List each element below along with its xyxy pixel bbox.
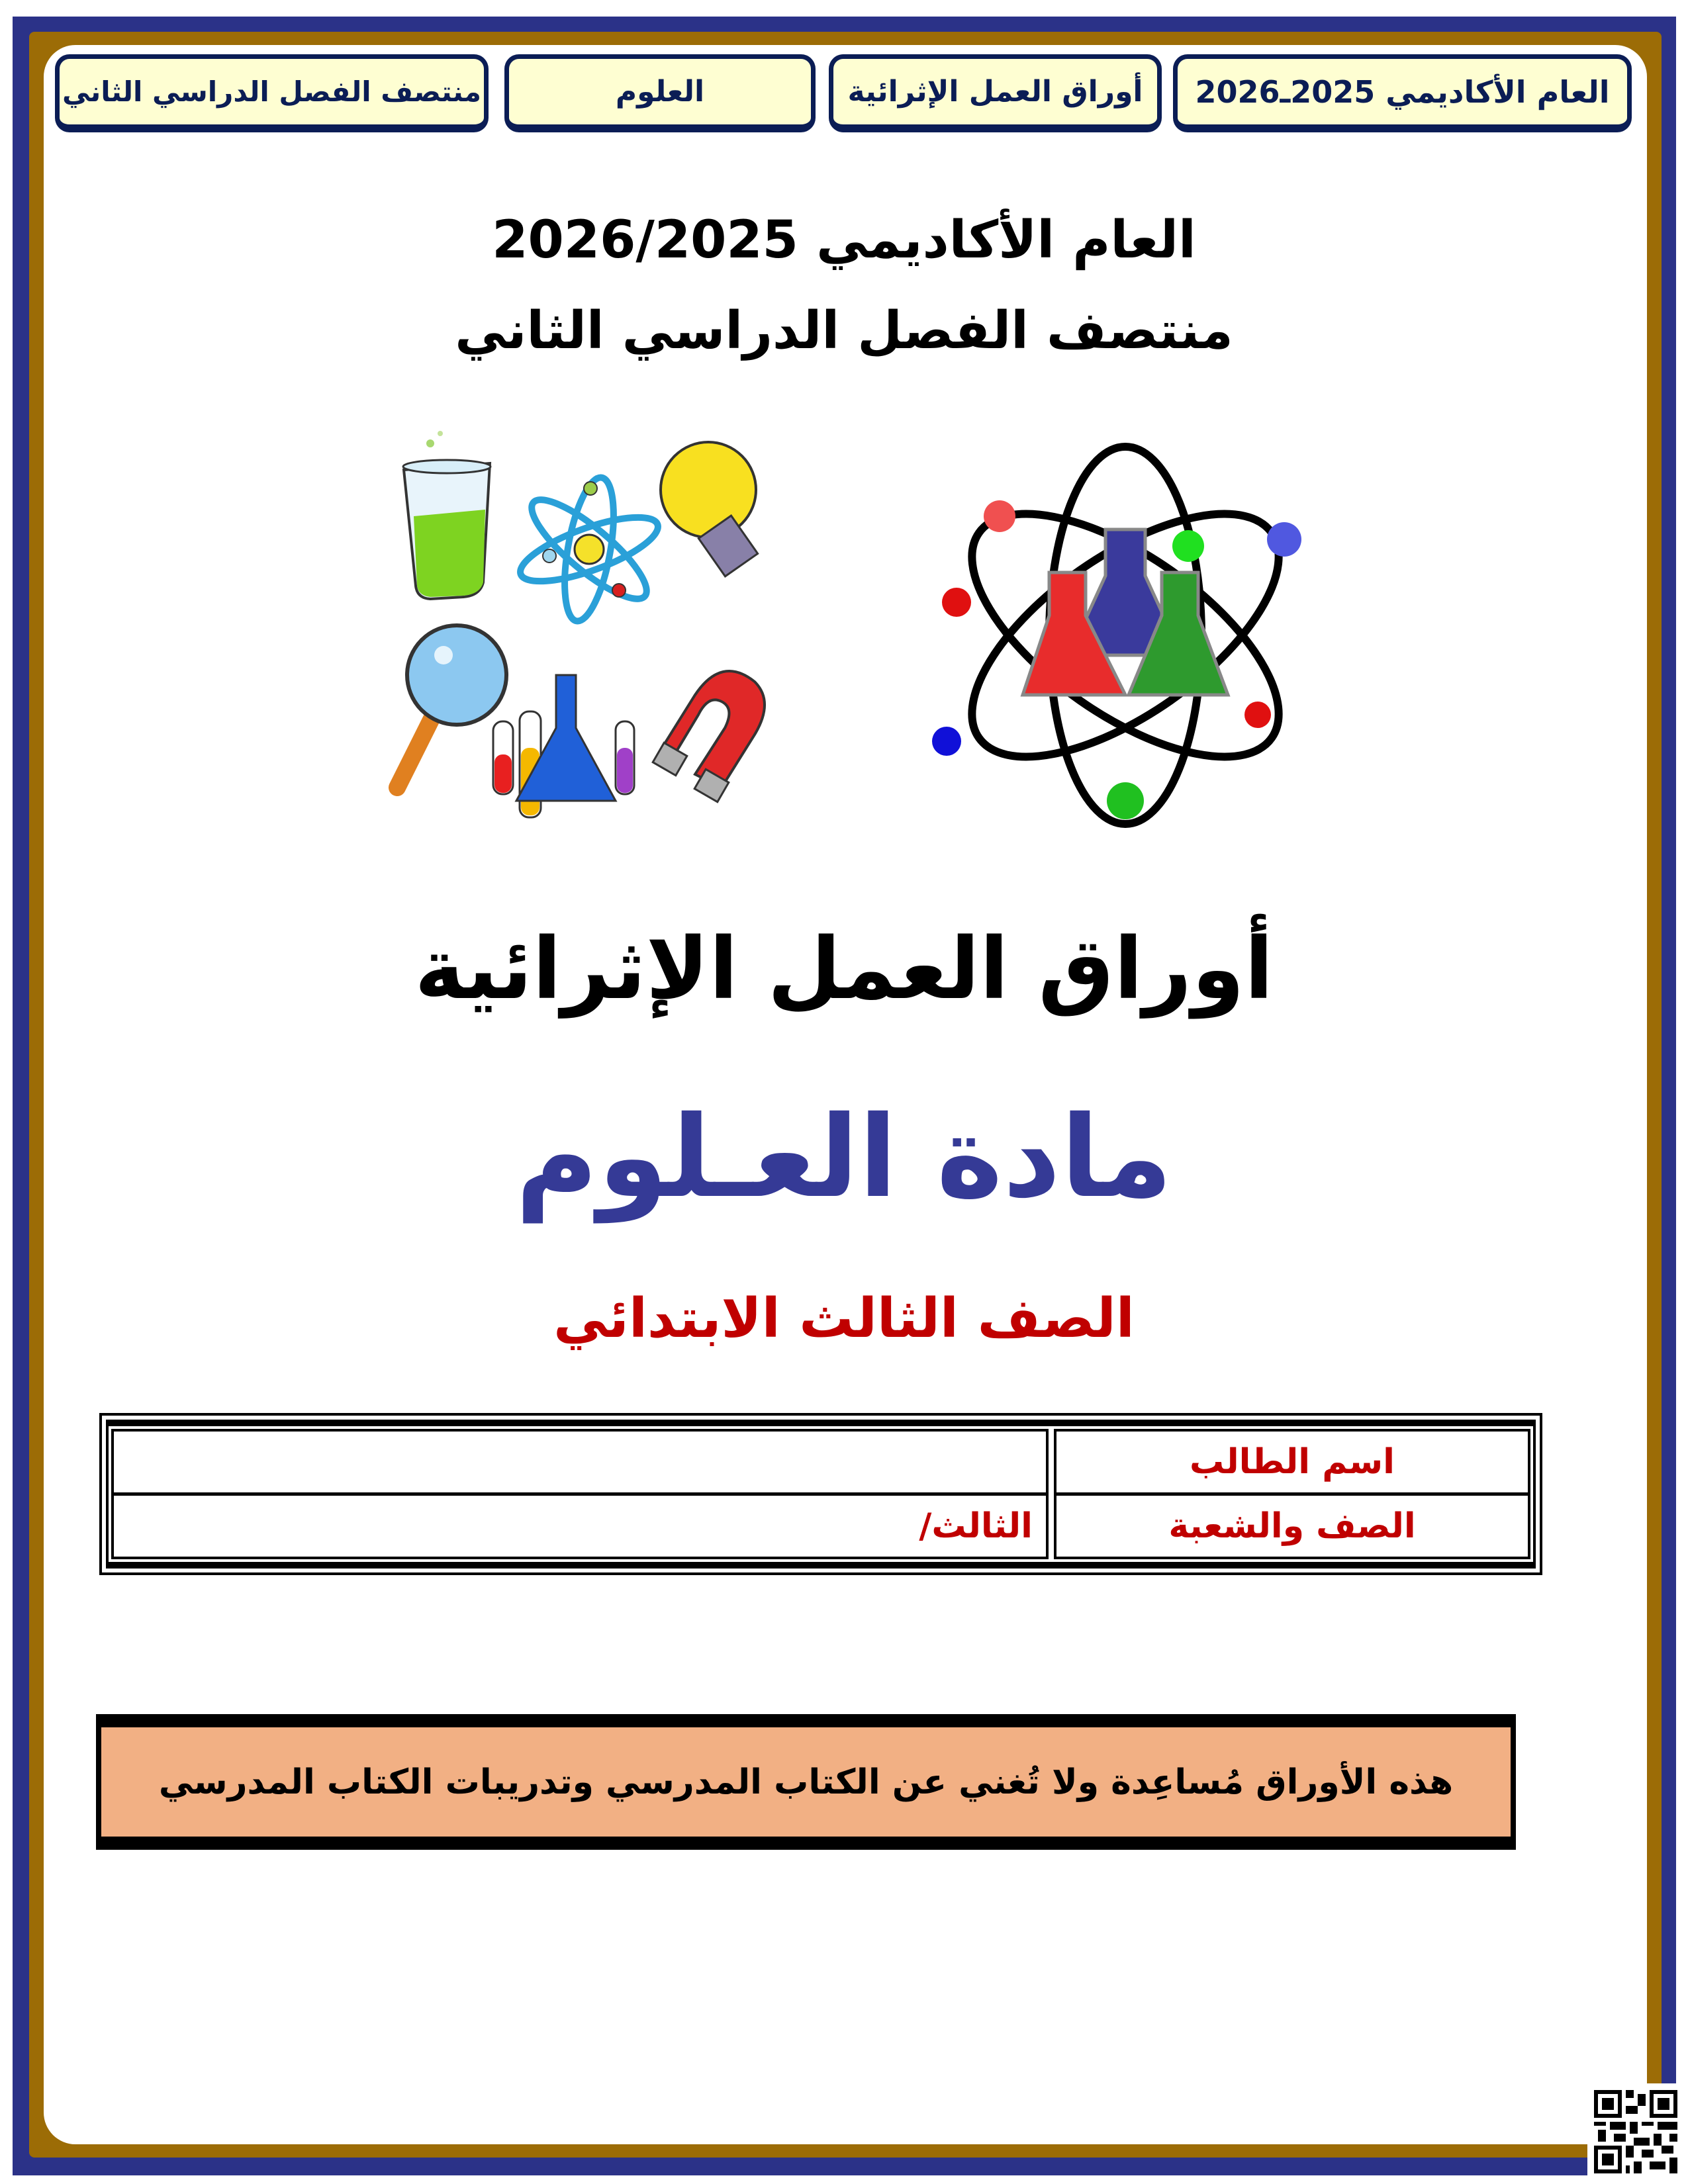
notice-text: هذه الأوراق مُساعِدة ولا تُغني عن الكتاب المدرسي وتدريبات الكتاب المدرسي xyxy=(101,1727,1511,1837)
student-info-labels xyxy=(1054,1429,1530,1559)
header-subject-text: العلوم xyxy=(615,75,705,109)
notice-box xyxy=(96,1714,1516,1850)
header-box-worksheets xyxy=(829,54,1162,132)
student-name-label: اسم الطالب xyxy=(1190,1442,1395,1482)
student-info-values xyxy=(111,1429,1049,1559)
magnifying-glass-icon xyxy=(397,625,506,788)
header-box-subject xyxy=(504,54,816,132)
atom-icon xyxy=(514,474,665,625)
science-clipart-collage xyxy=(377,417,788,841)
student-info-table xyxy=(99,1413,1542,1575)
class-section-label: الصف والشعبة xyxy=(1056,1492,1528,1557)
header-box-academic-year xyxy=(1173,54,1632,132)
subject-title: مادة العـلوم xyxy=(515,1092,1173,1223)
beaker-icon xyxy=(403,431,491,599)
light-bulb-icon xyxy=(661,442,758,576)
academic-year-heading: العام الأكاديمي 2026/2025 xyxy=(492,210,1196,270)
class-section-field[interactable]: الثالث/ xyxy=(114,1492,1046,1557)
semester-heading: منتصف الفصل الدراسي الثاني xyxy=(455,301,1233,361)
qr-code-icon xyxy=(1587,2083,1684,2180)
header-box-semester xyxy=(55,54,489,132)
horseshoe-magnet-icon xyxy=(653,671,765,802)
test-tubes-flask-icon xyxy=(493,675,634,817)
header-worksheets-text: أوراق العمل الإثرائية xyxy=(847,75,1143,109)
worksheets-title: أوراق العمل الإثرائية xyxy=(414,920,1274,1019)
header-academic-year-text: العام الأكاديمي 2025ـ2026 xyxy=(1195,73,1610,110)
student-name-field[interactable] xyxy=(114,1432,1046,1492)
grade-title: الصف الثالث الابتدائي xyxy=(553,1287,1135,1350)
atom-flasks-logo xyxy=(927,430,1324,854)
header-semester-text: منتصف الفصل الدراسي الثاني xyxy=(62,75,481,108)
